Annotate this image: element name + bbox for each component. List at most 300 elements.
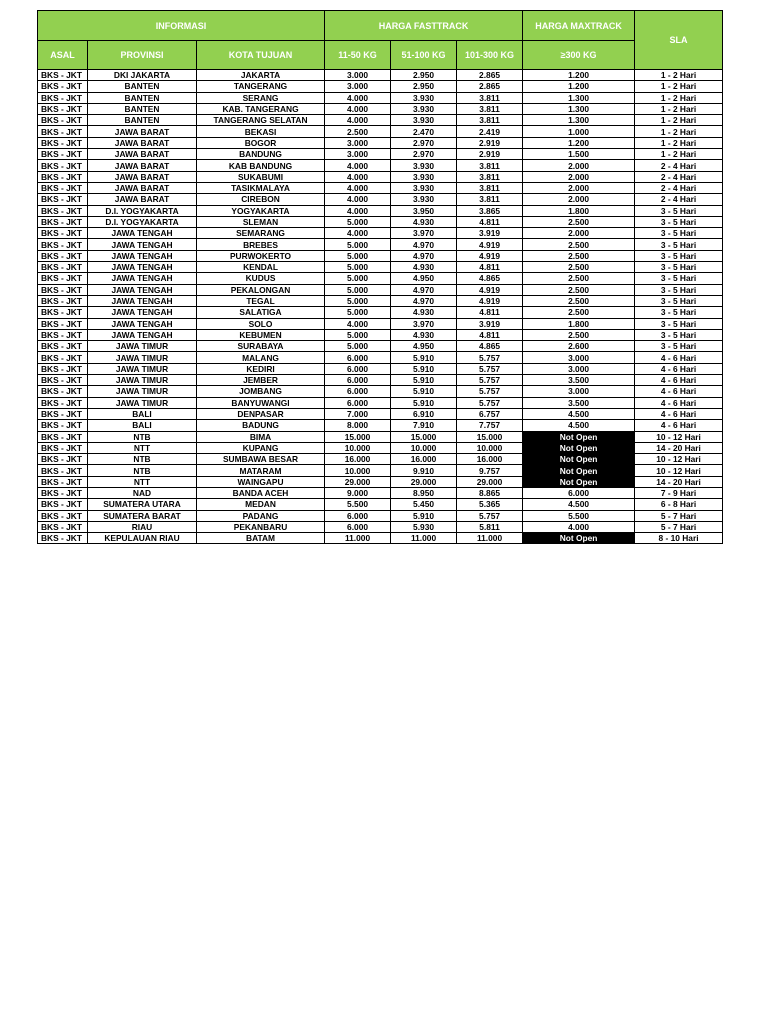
asal-cell: BKS - JKT xyxy=(38,126,88,137)
kota-tujuan-cell: MATARAM xyxy=(197,465,325,476)
sla-cell: 4 - 6 Hari xyxy=(635,363,723,374)
price-51-100-cell: 2.950 xyxy=(391,81,457,92)
kota-tujuan-cell: KUPANG xyxy=(197,442,325,453)
price-maxtrack-cell: 2.500 xyxy=(523,329,635,340)
table-row xyxy=(38,318,723,329)
price-51-100-cell: 3.930 xyxy=(391,182,457,193)
provinsi-cell: JAWA TENGAH xyxy=(88,250,197,261)
price-101-300-cell: 5.365 xyxy=(457,499,523,510)
price-maxtrack-cell: 1.000 xyxy=(523,126,635,137)
provinsi-cell: JAWA TIMUR xyxy=(88,352,197,363)
price-maxtrack-cell: Not Open xyxy=(523,533,635,544)
price-51-100-cell: 5.910 xyxy=(391,352,457,363)
asal-cell: BKS - JKT xyxy=(38,307,88,318)
asal-cell: BKS - JKT xyxy=(38,228,88,239)
provinsi-cell: JAWA TENGAH xyxy=(88,262,197,273)
price-101-300-cell: 8.865 xyxy=(457,487,523,498)
price-maxtrack-cell: 2.500 xyxy=(523,295,635,306)
sla-cell: 2 - 4 Hari xyxy=(635,194,723,205)
table-row xyxy=(38,397,723,408)
price-51-100-cell: 3.930 xyxy=(391,171,457,182)
kota-tujuan-cell: YOGYAKARTA xyxy=(197,205,325,216)
provinsi-cell: JAWA TENGAH xyxy=(88,284,197,295)
provinsi-cell: JAWA TENGAH xyxy=(88,307,197,318)
asal-cell: BKS - JKT xyxy=(38,420,88,431)
kota-tujuan-cell: JOMBANG xyxy=(197,386,325,397)
price-51-100-cell: 9.910 xyxy=(391,465,457,476)
asal-cell: BKS - JKT xyxy=(38,205,88,216)
kota-tujuan-cell: KEDIRI xyxy=(197,363,325,374)
sla-cell: 3 - 5 Hari xyxy=(635,307,723,318)
kota-tujuan-cell: TEGAL xyxy=(197,295,325,306)
provinsi-cell: D.I. YOGYAKARTA xyxy=(88,216,197,227)
table-row xyxy=(38,420,723,431)
price-101-300-cell: 3.811 xyxy=(457,171,523,182)
price-51-100-cell: 15.000 xyxy=(391,431,457,442)
price-maxtrack-cell: 3.000 xyxy=(523,363,635,374)
kota-tujuan-cell: BREBES xyxy=(197,239,325,250)
provinsi-cell: BANTEN xyxy=(88,81,197,92)
price-51-100-cell: 2.970 xyxy=(391,149,457,160)
table-row xyxy=(38,115,723,126)
price-11-50-cell: 3.000 xyxy=(325,149,391,160)
price-11-50-cell: 5.000 xyxy=(325,295,391,306)
price-maxtrack-cell: 4.500 xyxy=(523,420,635,431)
kota-tujuan-cell: BEKASI xyxy=(197,126,325,137)
table-row xyxy=(38,171,723,182)
sla-cell: 6 - 8 Hari xyxy=(635,499,723,510)
provinsi-cell: KEPULAUAN RIAU xyxy=(88,533,197,544)
table-row xyxy=(38,92,723,103)
price-11-50-cell: 5.000 xyxy=(325,273,391,284)
price-51-100-cell: 10.000 xyxy=(391,442,457,453)
price-11-50-cell: 6.000 xyxy=(325,363,391,374)
price-101-300-cell: 5.757 xyxy=(457,386,523,397)
price-11-50-cell: 5.000 xyxy=(325,284,391,295)
price-11-50-cell: 29.000 xyxy=(325,476,391,487)
sla-header: SLA xyxy=(635,11,723,70)
sla-cell: 1 - 2 Hari xyxy=(635,126,723,137)
asal-cell: BKS - JKT xyxy=(38,92,88,103)
asal-cell: BKS - JKT xyxy=(38,182,88,193)
price-101-300-cell: 10.000 xyxy=(457,442,523,453)
price-maxtrack-cell: 3.000 xyxy=(523,386,635,397)
kota-tujuan-cell: PEKALONGAN xyxy=(197,284,325,295)
price-101-300-cell: 4.919 xyxy=(457,250,523,261)
price-51-100-cell: 5.450 xyxy=(391,499,457,510)
sla-cell: 10 - 12 Hari xyxy=(635,465,723,476)
provinsi-cell: NTT xyxy=(88,476,197,487)
price-11-50-cell: 7.000 xyxy=(325,408,391,419)
provinsi-cell: JAWA TENGAH xyxy=(88,228,197,239)
price-maxtrack-cell: 2.500 xyxy=(523,250,635,261)
asal-cell: BKS - JKT xyxy=(38,363,88,374)
price-maxtrack-cell: 1.800 xyxy=(523,205,635,216)
asal-cell: BKS - JKT xyxy=(38,454,88,465)
price-51-100-cell: 16.000 xyxy=(391,454,457,465)
kota-tujuan-cell: KUDUS xyxy=(197,273,325,284)
table-row xyxy=(38,273,723,284)
asal-cell: BKS - JKT xyxy=(38,284,88,295)
price-51-100-cell: 7.910 xyxy=(391,420,457,431)
price-101-300-cell: 4.919 xyxy=(457,239,523,250)
table-row xyxy=(38,375,723,386)
kota-tujuan-cell: KAB. TANGERANG xyxy=(197,103,325,114)
price-51-100-cell: 4.930 xyxy=(391,262,457,273)
price-11-50-cell: 3.000 xyxy=(325,81,391,92)
price-maxtrack-cell: Not Open xyxy=(523,454,635,465)
price-maxtrack-cell: 3.500 xyxy=(523,375,635,386)
price-51-100-cell: 3.930 xyxy=(391,194,457,205)
kota-tujuan-cell: PURWOKERTO xyxy=(197,250,325,261)
price-51-100-cell: 5.910 xyxy=(391,375,457,386)
price-maxtrack-cell: 5.500 xyxy=(523,510,635,521)
kota-tujuan-cell: TANGERANG xyxy=(197,81,325,92)
price-maxtrack-cell: 4.000 xyxy=(523,521,635,532)
kota-tujuan-cell: SLEMAN xyxy=(197,216,325,227)
asal-cell: BKS - JKT xyxy=(38,442,88,453)
price-101-300-cell: 29.000 xyxy=(457,476,523,487)
price-51-100-cell: 4.970 xyxy=(391,239,457,250)
price-maxtrack-cell: 1.200 xyxy=(523,137,635,148)
provinsi-cell: JAWA BARAT xyxy=(88,126,197,137)
table-row xyxy=(38,70,723,81)
price-101-300-cell: 3.811 xyxy=(457,182,523,193)
asal-header: ASAL xyxy=(38,41,88,70)
price-11-50-cell: 5.500 xyxy=(325,499,391,510)
sla-cell: 14 - 20 Hari xyxy=(635,442,723,453)
asal-cell: BKS - JKT xyxy=(38,386,88,397)
price-101-300-cell: 2.865 xyxy=(457,70,523,81)
price-101-300-cell: 3.811 xyxy=(457,103,523,114)
kota-tujuan-cell: PEKANBARU xyxy=(197,521,325,532)
price-11-50-cell: 6.000 xyxy=(325,352,391,363)
price-11-50-cell: 5.000 xyxy=(325,262,391,273)
table-row xyxy=(38,386,723,397)
price-11-50-cell: 5.000 xyxy=(325,239,391,250)
sla-cell: 14 - 20 Hari xyxy=(635,476,723,487)
price-101-300-cell: 5.757 xyxy=(457,363,523,374)
price-51-100-cell: 3.930 xyxy=(391,103,457,114)
price-51-100-cell: 2.470 xyxy=(391,126,457,137)
kota-tujuan-cell: BATAM xyxy=(197,533,325,544)
price-maxtrack-cell: 4.500 xyxy=(523,499,635,510)
price-101-300-cell: 2.919 xyxy=(457,149,523,160)
kota-tujuan-cell: SUMBAWA BESAR xyxy=(197,454,325,465)
asal-cell: BKS - JKT xyxy=(38,250,88,261)
price-101-300-cell: 9.757 xyxy=(457,465,523,476)
asal-cell: BKS - JKT xyxy=(38,431,88,442)
kota-tujuan-cell: SERANG xyxy=(197,92,325,103)
provinsi-cell: BANTEN xyxy=(88,103,197,114)
provinsi-cell: RIAU xyxy=(88,521,197,532)
price-11-50-cell: 11.000 xyxy=(325,533,391,544)
table-row xyxy=(38,431,723,442)
table-row xyxy=(38,487,723,498)
provinsi-cell: BALI xyxy=(88,420,197,431)
table-row xyxy=(38,476,723,487)
price-11-50-cell: 5.000 xyxy=(325,329,391,340)
sla-cell: 5 - 7 Hari xyxy=(635,521,723,532)
price-11-50-cell: 4.000 xyxy=(325,182,391,193)
price-maxtrack-cell: 2.500 xyxy=(523,307,635,318)
rate-table xyxy=(37,10,723,544)
price-51-100-cell: 3.930 xyxy=(391,115,457,126)
asal-cell: BKS - JKT xyxy=(38,465,88,476)
price-maxtrack-cell: 1.300 xyxy=(523,103,635,114)
price-11-50-cell: 6.000 xyxy=(325,510,391,521)
kota-tujuan-cell: KAB BANDUNG xyxy=(197,160,325,171)
sla-cell: 1 - 2 Hari xyxy=(635,70,723,81)
kota-tujuan-cell: BIMA xyxy=(197,431,325,442)
asal-cell: BKS - JKT xyxy=(38,397,88,408)
kota-tujuan-cell: BANDUNG xyxy=(197,149,325,160)
table-row xyxy=(38,363,723,374)
table-row xyxy=(38,182,723,193)
sla-cell: 2 - 4 Hari xyxy=(635,182,723,193)
provinsi-cell: BALI xyxy=(88,408,197,419)
price-51-100-cell: 3.970 xyxy=(391,318,457,329)
price-maxtrack-cell: 1.300 xyxy=(523,115,635,126)
price-51-100-cell: 4.930 xyxy=(391,307,457,318)
table-row xyxy=(38,465,723,476)
kg-11-50-header: 11-50 KG xyxy=(325,41,391,70)
kota-tujuan-cell: CIREBON xyxy=(197,194,325,205)
sla-cell: 3 - 5 Hari xyxy=(635,318,723,329)
asal-cell: BKS - JKT xyxy=(38,103,88,114)
price-51-100-cell: 4.930 xyxy=(391,329,457,340)
table-row xyxy=(38,160,723,171)
price-11-50-cell: 6.000 xyxy=(325,521,391,532)
price-101-300-cell: 3.919 xyxy=(457,228,523,239)
price-51-100-cell: 8.950 xyxy=(391,487,457,498)
price-51-100-cell: 3.950 xyxy=(391,205,457,216)
provinsi-cell: JAWA BARAT xyxy=(88,194,197,205)
sla-cell: 2 - 4 Hari xyxy=(635,160,723,171)
price-101-300-cell: 4.865 xyxy=(457,341,523,352)
sla-cell: 4 - 6 Hari xyxy=(635,408,723,419)
price-maxtrack-cell: Not Open xyxy=(523,465,635,476)
sla-cell: 1 - 2 Hari xyxy=(635,115,723,126)
price-51-100-cell: 3.930 xyxy=(391,160,457,171)
price-11-50-cell: 10.000 xyxy=(325,465,391,476)
price-maxtrack-cell: 1.300 xyxy=(523,92,635,103)
table-row xyxy=(38,510,723,521)
asal-cell: BKS - JKT xyxy=(38,521,88,532)
provinsi-cell: SUMATERA UTARA xyxy=(88,499,197,510)
price-51-100-cell: 11.000 xyxy=(391,533,457,544)
price-11-50-cell: 10.000 xyxy=(325,442,391,453)
price-11-50-cell: 4.000 xyxy=(325,318,391,329)
price-51-100-cell: 29.000 xyxy=(391,476,457,487)
price-101-300-cell: 3.811 xyxy=(457,160,523,171)
asal-cell: BKS - JKT xyxy=(38,273,88,284)
table-row xyxy=(38,295,723,306)
table-row xyxy=(38,216,723,227)
table-row xyxy=(38,352,723,363)
provinsi-cell: D.I. YOGYAKARTA xyxy=(88,205,197,216)
provinsi-cell: JAWA TIMUR xyxy=(88,363,197,374)
price-maxtrack-cell: 2.000 xyxy=(523,171,635,182)
sla-cell: 7 - 9 Hari xyxy=(635,487,723,498)
asal-cell: BKS - JKT xyxy=(38,329,88,340)
asal-cell: BKS - JKT xyxy=(38,510,88,521)
provinsi-cell: JAWA TIMUR xyxy=(88,386,197,397)
price-51-100-cell: 2.970 xyxy=(391,137,457,148)
price-51-100-cell: 5.910 xyxy=(391,397,457,408)
table-row xyxy=(38,408,723,419)
sla-cell: 10 - 12 Hari xyxy=(635,431,723,442)
kota-tujuan-header: KOTA TUJUAN xyxy=(197,41,325,70)
provinsi-cell: JAWA BARAT xyxy=(88,182,197,193)
price-11-50-cell: 4.000 xyxy=(325,92,391,103)
provinsi-cell: NTB xyxy=(88,465,197,476)
table-row xyxy=(38,454,723,465)
sla-cell: 3 - 5 Hari xyxy=(635,329,723,340)
price-11-50-cell: 4.000 xyxy=(325,160,391,171)
price-101-300-cell: 6.757 xyxy=(457,408,523,419)
asal-cell: BKS - JKT xyxy=(38,341,88,352)
provinsi-cell: JAWA TENGAH xyxy=(88,329,197,340)
kg-101-300-header: 101-300 KG xyxy=(457,41,523,70)
sla-cell: 4 - 6 Hari xyxy=(635,352,723,363)
price-maxtrack-cell: 2.000 xyxy=(523,182,635,193)
asal-cell: BKS - JKT xyxy=(38,318,88,329)
sla-cell: 4 - 6 Hari xyxy=(635,397,723,408)
kota-tujuan-cell: WAINGAPU xyxy=(197,476,325,487)
table-row xyxy=(38,149,723,160)
price-11-50-cell: 4.000 xyxy=(325,103,391,114)
asal-cell: BKS - JKT xyxy=(38,239,88,250)
price-maxtrack-cell: 3.000 xyxy=(523,352,635,363)
price-11-50-cell: 3.000 xyxy=(325,137,391,148)
kota-tujuan-cell: BOGOR xyxy=(197,137,325,148)
kota-tujuan-cell: BANDA ACEH xyxy=(197,487,325,498)
table-row xyxy=(38,262,723,273)
price-51-100-cell: 5.910 xyxy=(391,386,457,397)
price-101-300-cell: 2.419 xyxy=(457,126,523,137)
table-row xyxy=(38,103,723,114)
provinsi-cell: NTB xyxy=(88,431,197,442)
kota-tujuan-cell: SALATIGA xyxy=(197,307,325,318)
asal-cell: BKS - JKT xyxy=(38,137,88,148)
table-row xyxy=(38,284,723,295)
table-row xyxy=(38,521,723,532)
kota-tujuan-cell: SURABAYA xyxy=(197,341,325,352)
price-maxtrack-cell: 1.500 xyxy=(523,149,635,160)
price-11-50-cell: 9.000 xyxy=(325,487,391,498)
kota-tujuan-cell: MEDAN xyxy=(197,499,325,510)
asal-cell: BKS - JKT xyxy=(38,194,88,205)
price-51-100-cell: 4.950 xyxy=(391,273,457,284)
table-row xyxy=(38,499,723,510)
asal-cell: BKS - JKT xyxy=(38,171,88,182)
price-101-300-cell: 4.919 xyxy=(457,295,523,306)
provinsi-cell: JAWA BARAT xyxy=(88,160,197,171)
price-11-50-cell: 16.000 xyxy=(325,454,391,465)
price-101-300-cell: 4.811 xyxy=(457,216,523,227)
price-51-100-cell: 6.910 xyxy=(391,408,457,419)
kota-tujuan-cell: TASIKMALAYA xyxy=(197,182,325,193)
kota-tujuan-cell: SUKABUMI xyxy=(197,171,325,182)
harga-maxtrack-header: HARGA MAXTRACK xyxy=(523,11,635,41)
table-row xyxy=(38,228,723,239)
price-maxtrack-cell: 2.500 xyxy=(523,284,635,295)
table-row xyxy=(38,137,723,148)
price-11-50-cell: 5.000 xyxy=(325,250,391,261)
table-row xyxy=(38,341,723,352)
price-101-300-cell: 3.811 xyxy=(457,115,523,126)
price-11-50-cell: 6.000 xyxy=(325,386,391,397)
table-row xyxy=(38,442,723,453)
price-101-300-cell: 15.000 xyxy=(457,431,523,442)
kota-tujuan-cell: MALANG xyxy=(197,352,325,363)
table-row xyxy=(38,81,723,92)
price-101-300-cell: 5.757 xyxy=(457,510,523,521)
sla-cell: 3 - 5 Hari xyxy=(635,341,723,352)
price-maxtrack-cell: 2.500 xyxy=(523,262,635,273)
price-maxtrack-cell: 2.500 xyxy=(523,239,635,250)
provinsi-cell: JAWA BARAT xyxy=(88,149,197,160)
asal-cell: BKS - JKT xyxy=(38,408,88,419)
price-11-50-cell: 4.000 xyxy=(325,171,391,182)
asal-cell: BKS - JKT xyxy=(38,81,88,92)
sla-cell: 2 - 4 Hari xyxy=(635,171,723,182)
provinsi-cell: SUMATERA BARAT xyxy=(88,510,197,521)
asal-cell: BKS - JKT xyxy=(38,262,88,273)
price-maxtrack-cell: 1.200 xyxy=(523,81,635,92)
provinsi-cell: NTT xyxy=(88,442,197,453)
provinsi-cell: JAWA TENGAH xyxy=(88,318,197,329)
sla-cell: 3 - 5 Hari xyxy=(635,239,723,250)
kota-tujuan-cell: SOLO xyxy=(197,318,325,329)
sla-cell: 3 - 5 Hari xyxy=(635,250,723,261)
price-101-300-cell: 4.811 xyxy=(457,307,523,318)
kota-tujuan-cell: BANYUWANGI xyxy=(197,397,325,408)
sla-cell: 1 - 2 Hari xyxy=(635,81,723,92)
sla-cell: 3 - 5 Hari xyxy=(635,295,723,306)
asal-cell: BKS - JKT xyxy=(38,149,88,160)
kota-tujuan-cell: JEMBER xyxy=(197,375,325,386)
kota-tujuan-cell: BADUNG xyxy=(197,420,325,431)
price-maxtrack-cell: 2.000 xyxy=(523,194,635,205)
price-101-300-cell: 2.919 xyxy=(457,137,523,148)
price-101-300-cell: 4.865 xyxy=(457,273,523,284)
price-11-50-cell: 8.000 xyxy=(325,420,391,431)
sla-cell: 1 - 2 Hari xyxy=(635,137,723,148)
price-101-300-cell: 3.811 xyxy=(457,92,523,103)
price-maxtrack-cell: 3.500 xyxy=(523,397,635,408)
kota-tujuan-cell: KENDAL xyxy=(197,262,325,273)
harga-fasttrack-header: HARGA FASTTRACK xyxy=(325,11,523,41)
price-11-50-cell: 4.000 xyxy=(325,115,391,126)
sla-cell: 3 - 5 Hari xyxy=(635,216,723,227)
kota-tujuan-cell: JAKARTA xyxy=(197,70,325,81)
provinsi-cell: JAWA TENGAH xyxy=(88,239,197,250)
price-maxtrack-cell: 6.000 xyxy=(523,487,635,498)
sla-cell: 1 - 2 Hari xyxy=(635,149,723,160)
asal-cell: BKS - JKT xyxy=(38,487,88,498)
price-101-300-cell: 11.000 xyxy=(457,533,523,544)
table-row xyxy=(38,329,723,340)
kota-tujuan-cell: KEBUMEN xyxy=(197,329,325,340)
asal-cell: BKS - JKT xyxy=(38,499,88,510)
price-maxtrack-cell: Not Open xyxy=(523,476,635,487)
price-101-300-cell: 5.757 xyxy=(457,352,523,363)
price-11-50-cell: 3.000 xyxy=(325,70,391,81)
table-row xyxy=(38,194,723,205)
price-maxtrack-cell: 1.200 xyxy=(523,70,635,81)
